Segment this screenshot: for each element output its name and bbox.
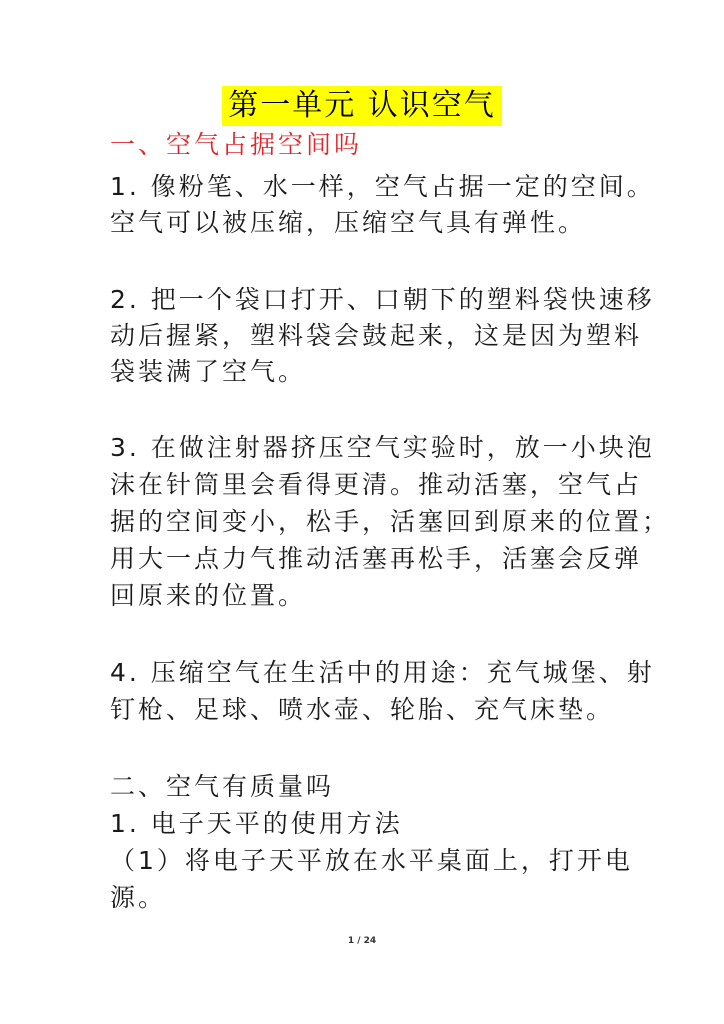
text-line: （1）将电子天平放在水平桌面上，打开电 <box>110 846 633 875</box>
page-indicator: 1 / 24 <box>347 936 377 946</box>
text-line: 2. 把一个袋口打开、口朝下的塑料袋快速移 <box>110 285 655 314</box>
text-line: 3. 在做注射器挤压空气实验时，放一小块泡 <box>110 433 655 462</box>
text-line: 1. 电子天平的使用方法 <box>110 809 403 838</box>
section-heading: 二、空气有质量吗 <box>110 772 335 801</box>
title-container <box>0 86 724 126</box>
section-heading: 一、空气占据空间吗 <box>110 130 363 159</box>
page-title: 第一单元 认识空气 <box>222 86 502 126</box>
text-line: 据的空间变小，松手，活塞回到原来的位置； <box>110 507 671 536</box>
text-line: 1. 像粉笔、水一样，空气占据一定的空间。 <box>110 172 655 201</box>
text-line: 4. 压缩空气在生活中的用途：充气城堡、射 <box>110 658 655 687</box>
text-line: 袋装满了空气。 <box>110 357 307 386</box>
text-line: 钉枪、足球、喷水壶、轮胎、充气床垫。 <box>110 695 615 724</box>
text-line: 用大一点力气推动活塞再松手，活塞会反弹 <box>110 544 643 573</box>
text-line: 源。 <box>110 883 167 912</box>
text-line: 动后握紧，塑料袋会鼓起来，这是因为塑料 <box>110 321 643 350</box>
text-line: 回原来的位置。 <box>110 581 307 610</box>
text-line: 空气可以被压缩，压缩空气具有弹性。 <box>110 208 587 237</box>
text-line: 沫在针筒里会看得更清。推动活塞，空气占 <box>110 470 643 499</box>
